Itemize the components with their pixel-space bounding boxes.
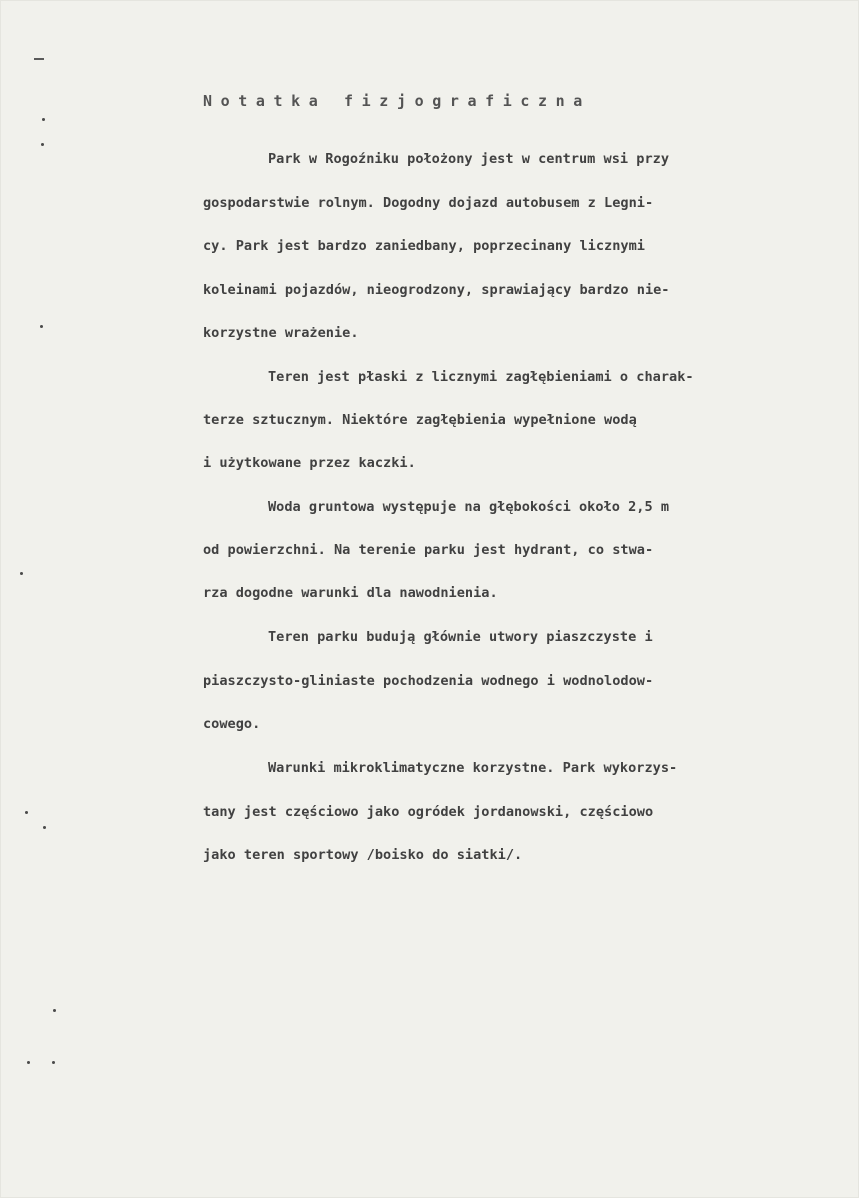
margin-mark bbox=[40, 325, 43, 328]
margin-mark bbox=[43, 826, 46, 829]
margin-mark bbox=[42, 118, 45, 121]
margin-mark bbox=[41, 143, 44, 146]
text-line: koleinami pojazdów, nieogrodzony, sprawiający bardzo nie- bbox=[203, 282, 670, 298]
text-line: Teren jest płaski z licznymi zagłębieniami o charak- bbox=[268, 369, 694, 385]
margin-mark bbox=[20, 572, 23, 575]
margin-mark bbox=[53, 1009, 56, 1012]
text-line: rza dogodne warunki dla nawodnienia. bbox=[203, 585, 498, 601]
text-line: Park w Rogoźniku położony jest w centrum wsi przy bbox=[268, 151, 670, 167]
text-line: jako teren sportowy /boisko do siatki/. bbox=[203, 847, 523, 863]
margin-mark bbox=[52, 1061, 55, 1064]
text-line: cy. Park jest bardzo zaniedbany, poprzecinany licznymi bbox=[203, 238, 645, 254]
text-line: i użytkowane przez kaczki. bbox=[203, 455, 416, 471]
text-line: Teren parku budują głównie utwory piaszczyste i bbox=[268, 629, 653, 645]
text-line: Woda gruntowa występuje na głębokości około 2,5 m bbox=[268, 499, 670, 515]
text-line: Warunki mikroklimatyczne korzystne. Park wykorzys- bbox=[268, 760, 678, 776]
text-line: terze sztucznym. Niektóre zagłębienia wypełnione wodą bbox=[203, 412, 637, 428]
text-line: gospodarstwie rolnym. Dogodny dojazd autobusem z Legni- bbox=[203, 195, 654, 211]
text-line: od powierzchni. Na terenie parku jest hydrant, co stwa- bbox=[203, 542, 654, 558]
document-title: Notatka fizjograficzna bbox=[203, 92, 591, 110]
text-line: tany jest częściowo jako ogródek jordanowski, częściowo bbox=[203, 804, 654, 820]
margin-mark bbox=[25, 811, 28, 814]
margin-mark bbox=[27, 1061, 30, 1064]
text-line: korzystne wrażenie. bbox=[203, 325, 359, 341]
text-line: piaszczysto-gliniaste pochodzenia wodnego i wodnolodow- bbox=[203, 673, 654, 689]
text-line: cowego. bbox=[203, 716, 261, 732]
margin-mark bbox=[34, 58, 44, 60]
